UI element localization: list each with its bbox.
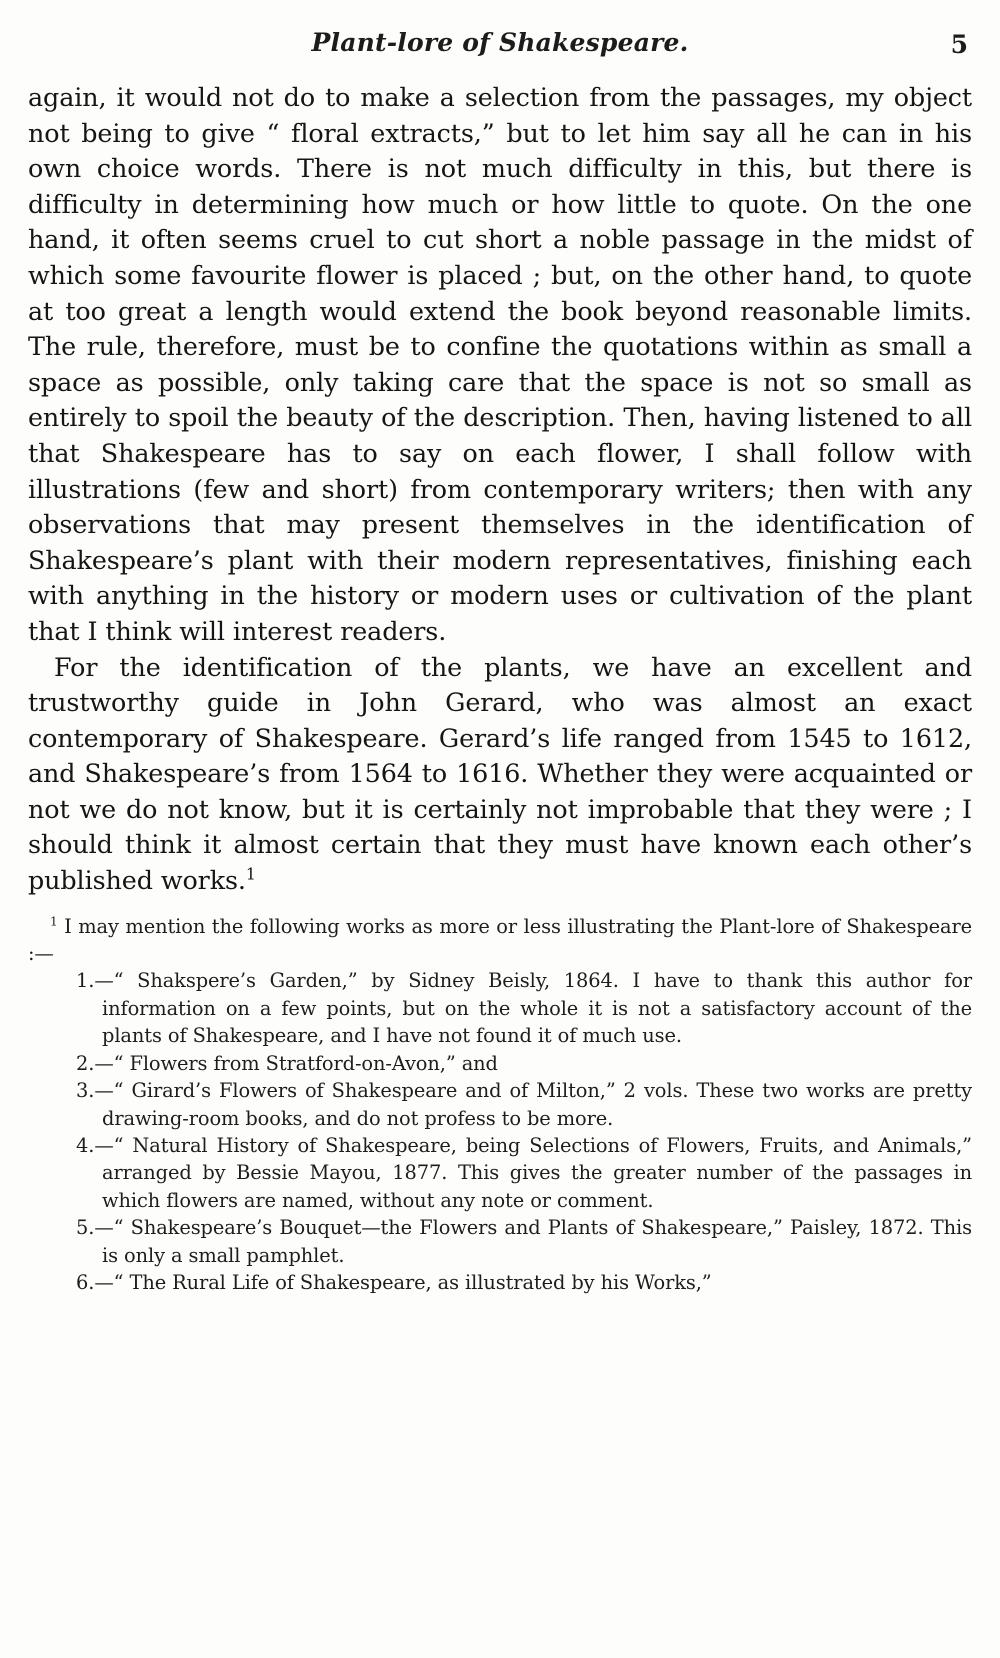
running-title: Plant-lore of Shakespeare. <box>311 28 689 57</box>
footnote-item-number: 3. <box>76 1079 95 1103</box>
footnote-item-text: —“ Natural History of Shakespeare, being Selections of Flowers, Fruits, and Animals,” arranged by Bessie Mayou, 1877. This gives the greater number of the passages in which flowers are named, without any note or comment. <box>94 1133 972 1212</box>
list-item <box>76 967 972 1049</box>
footnote-intro-text: I may mention the following works as more or less illustrating the Plant-lore of Shakespeare :— <box>28 914 972 966</box>
footnote-item-text: —“ Shakspere’s Garden,” by Sidney Beisly, 1864. I have to thank this author for information on a few points, but on the whole it is not a satisfactory account of the plants of Shakespeare, and I have not found it of much use. <box>94 969 972 1048</box>
footnote-item-2 <box>76 1050 972 1077</box>
footnote-reference-marker: 1 <box>245 864 256 884</box>
footnote-item-number: 2. <box>76 1051 95 1075</box>
list-item <box>76 1269 972 1296</box>
footnote-intro <box>28 913 972 968</box>
footnote-item-text: —“ Girard’s Flowers of Shakespeare and of Milton,” 2 vols. These two works are pretty drawing-room books, and do not profess to be more. <box>94 1079 972 1130</box>
footnote-item-number: 5. <box>76 1216 95 1240</box>
paragraph-1: again, it would not do to make a selection from the passages, my object not being to give “ floral extracts,” but to let him say all he can in his own choice words. There is not much difficulty in this, but there is difficulty in determining how much or how little to quote. On the one hand, it often seems cruel to cut short a noble passage in the midst of which some favourite flower is placed ; but, on the other hand, to quote at too great a length would extend the book beyond reasonable limits. The rule, therefore, must be to confine the quotations within as small a space as possible, only taking care that the space is not so small as entirely to spoil the beauty of the description. Then, having listened to all that Shakespeare has to say on each flower, I shall follow with illustrations (few and short) from contemporary writers; then with any observations that may present themselves in the identification of Shakespeare’s plant with their modern representatives, finishing each with anything in the history or modern uses or cultivation of the plant that I think will interest readers. <box>28 82 972 646</box>
paragraph-2 <box>28 650 972 899</box>
list-item <box>76 1077 972 1132</box>
footnote-item-5 <box>76 1214 972 1269</box>
footnote-item-3 <box>76 1077 972 1132</box>
footnote-block <box>28 913 972 1297</box>
footnote-item-text: —“ Shakespeare’s Bouquet—the Flowers and Plants of Shakespeare,” Paisley, 1872. This is only a small pamphlet. <box>94 1216 972 1267</box>
list-item <box>76 1050 972 1077</box>
footnote-item-text: —“ Flowers from Stratford-on-Avon,” and <box>94 1051 498 1075</box>
footnote-list <box>28 967 972 1296</box>
footnote-item-4 <box>76 1132 972 1214</box>
list-item <box>76 1132 972 1214</box>
footnote-item-number: 4. <box>76 1133 95 1157</box>
body-text <box>28 80 972 899</box>
footnote-item-text: —“ The Rural Life of Shakespeare, as illustrated by his Works,” <box>94 1270 712 1294</box>
footnote-item-6 <box>76 1269 972 1296</box>
footnote-item-number: 6. <box>76 1270 95 1294</box>
footnote-item-1 <box>76 967 972 1049</box>
footnote-item-number: 1. <box>76 969 95 993</box>
list-item <box>76 1214 972 1269</box>
running-head <box>28 24 972 70</box>
paragraph-2-text: For the identification of the plants, we have an excellent and trustworthy guide in John Gerard, who was almost an exact contemporary of Shakespeare. Gerard’s life ranged from 1545 to 1612, and Shakespeare’s from 1564 to 1616. Whether they were acquainted or not we do not know, but it is certainly not improbable that they were ; I should think it almost certain that they must have known each other’s published works. <box>28 651 972 896</box>
page-number: 5 <box>950 30 968 59</box>
footnote-marker: 1 <box>50 914 58 929</box>
